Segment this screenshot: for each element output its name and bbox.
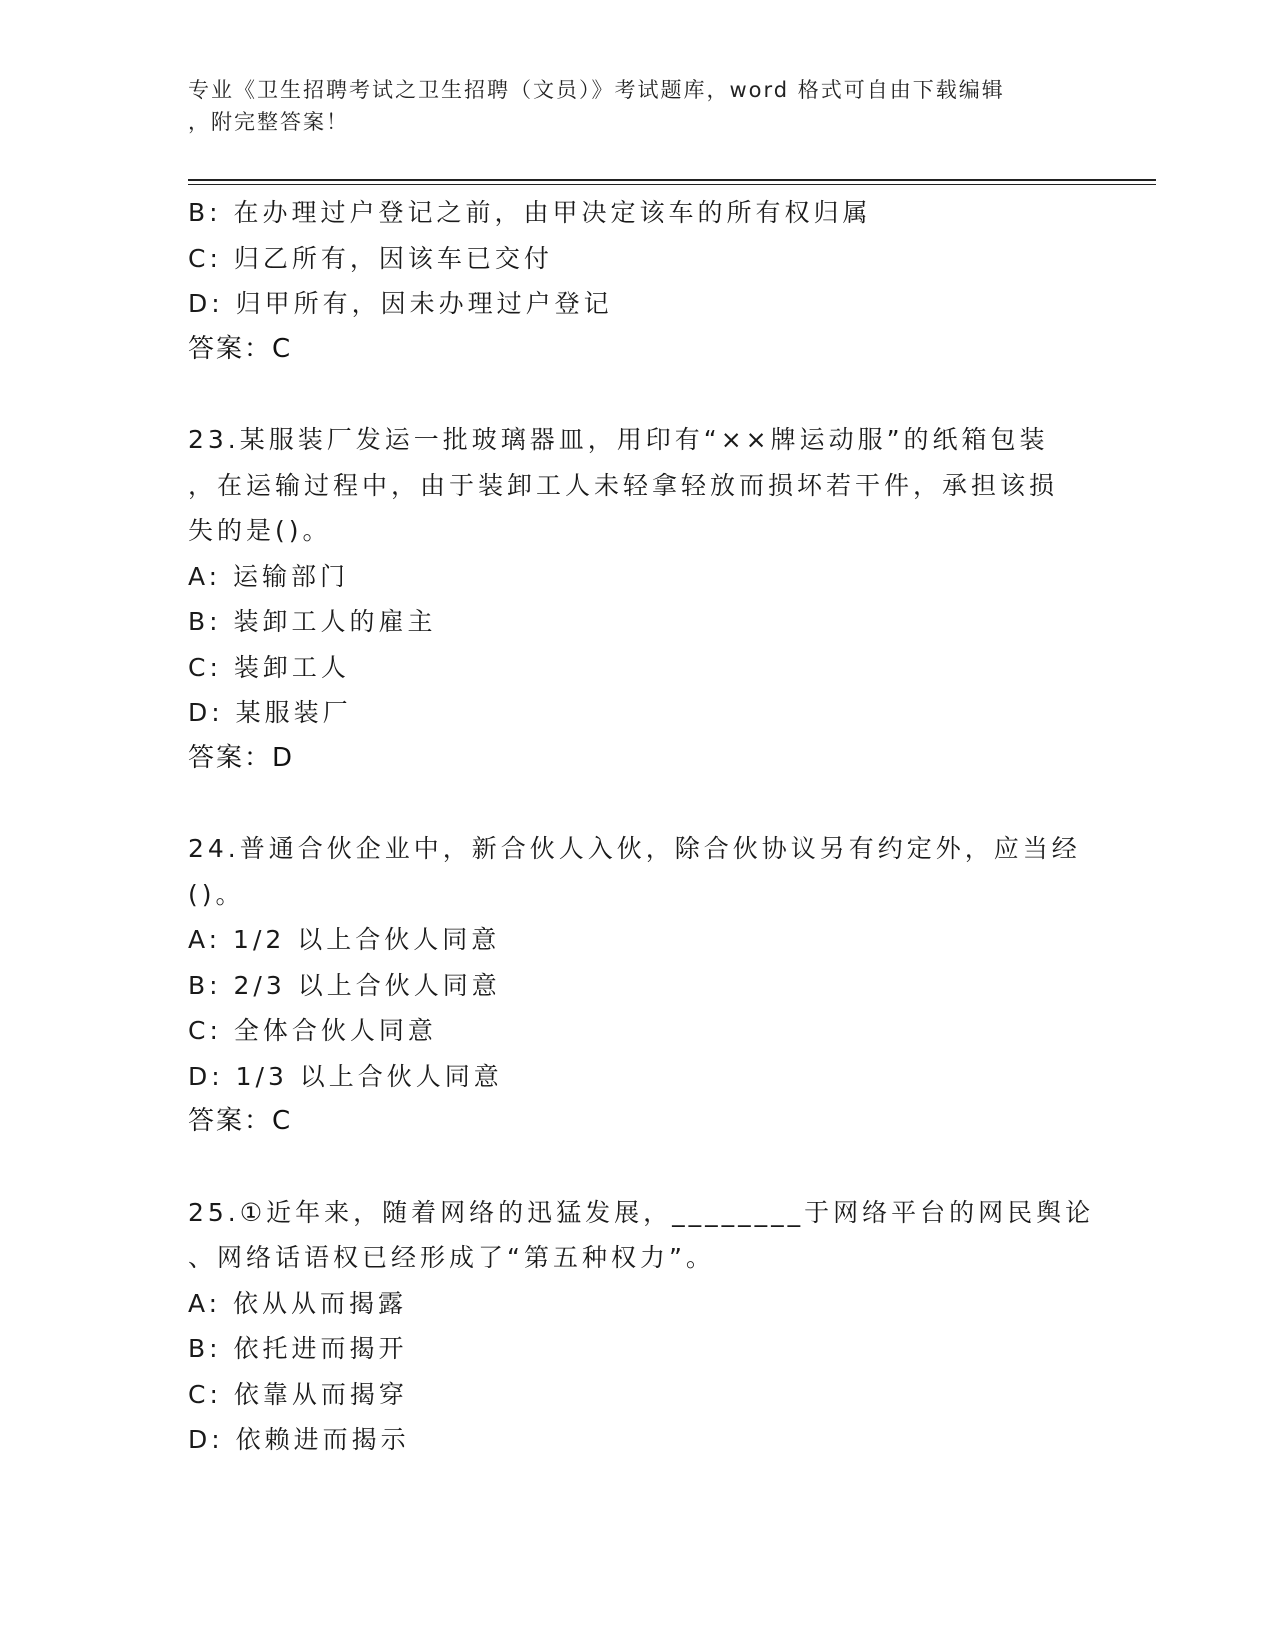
header-rule-thick [188, 179, 1156, 181]
option-b: B: 2/3 以上合伙人同意 [188, 970, 501, 1000]
header-line-1: 专业《卫生招聘考试之卫生招聘（文员）》考试题库，word 格式可自由下载编辑 [188, 78, 1005, 102]
question-stem-line: ，在运输过程中，由于装卸工人未轻拿轻放而损坏若干件，承担该损 [188, 470, 1059, 500]
document-body [188, 190, 1095, 1463]
option-d: D: 依赖进而揭示 [188, 1425, 410, 1454]
option-d: D: 归甲所有，因未办理过户登记 [188, 289, 613, 318]
option-a: A: 1/2 以上合伙人同意 [188, 925, 501, 954]
header-rule-thin [188, 184, 1156, 185]
option-a: A: 运输部门 [188, 561, 350, 591]
option-d: D: 1/3 以上合伙人同意 [188, 1061, 503, 1091]
question-24 [188, 826, 1088, 1145]
option-c: C: 全体合伙人同意 [188, 1016, 437, 1045]
question-stem-line: 25.①近年来，随着网络的迅猛发展，________于网络平台的网民舆论 [188, 1197, 1095, 1227]
answer-label: 答案：C [188, 333, 293, 364]
option-c: C: 依靠从而揭穿 [188, 1379, 408, 1409]
option-b: B: 在办理过户登记之前，由甲决定该车的所有权归属 [188, 198, 872, 227]
spacer [188, 1145, 1088, 1190]
option-a: A: 依从从而揭露 [188, 1288, 408, 1318]
question-23 [188, 417, 1088, 781]
header-line-2: ，附完整答案！ [188, 110, 349, 134]
spacer [188, 781, 1088, 826]
question-stem-line: ()。 [188, 879, 245, 909]
question-stem-line: 23.某服装厂发运一批玻璃器皿，用印有“××牌运动服”的纸箱包装 [188, 425, 1049, 454]
option-d: D: 某服装厂 [188, 698, 352, 727]
option-b: B: 装卸工人的雇主 [188, 607, 437, 636]
question-stem-line: 24.普通合伙企业中，新合伙人入伙，除合伙协议另有约定外，应当经 [188, 834, 1081, 863]
spacer [188, 372, 1088, 417]
option-b: B: 依托进而揭开 [188, 1334, 408, 1363]
option-c: C: 装卸工人 [188, 652, 350, 682]
question-25 [188, 1190, 1095, 1463]
option-c: C: 归乙所有，因该车已交付 [188, 243, 553, 273]
question-22-continued [188, 190, 1088, 372]
document-header [188, 74, 1068, 138]
answer-label: 答案：D [188, 742, 295, 773]
question-stem-line: 失的是()。 [188, 516, 332, 545]
answer-label: 答案：C [188, 1106, 293, 1136]
question-stem-line: 、网络话语权已经形成了“第五种权力”。 [188, 1243, 715, 1272]
